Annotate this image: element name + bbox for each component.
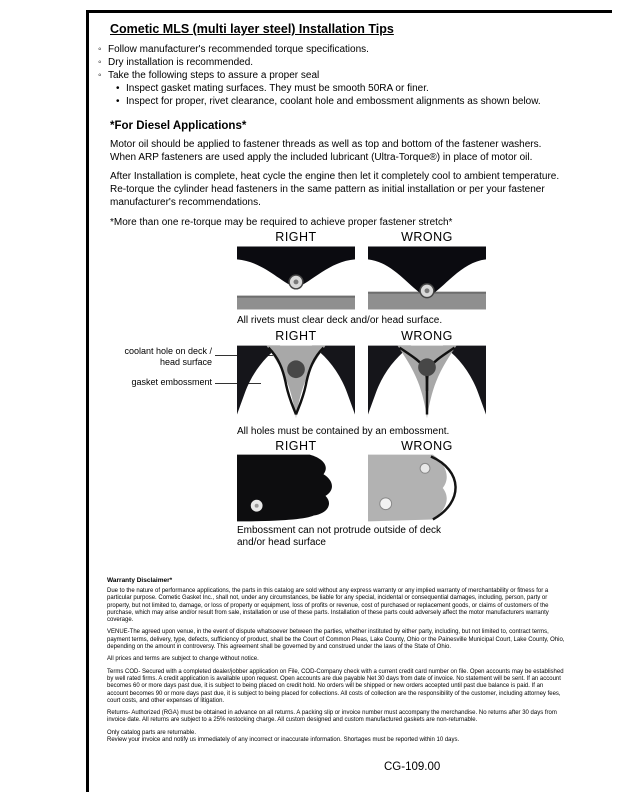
coolant-hole-callout: coolant hole on deck / head surface [124, 346, 212, 367]
warranty-paragraph: Returns- Authorized (RGA) must be obtained in advance on all returns. A packing slip or invoice number must accompany the merchandise. No returns after 30 days from invoice date. All returns are subject to a 25% restocking charge. All custom designed and custom manufactured gaskets are non-returnable. [107, 710, 557, 724]
warranty-disclaimer-section [107, 577, 565, 749]
diagram-embossment-right [237, 345, 355, 423]
embossment-inside-diagram [237, 454, 355, 522]
warranty-paragraph: All prices and terms are subject to change without notice. [107, 656, 259, 663]
warranty-heading: Warranty Disclaimer* [107, 577, 173, 584]
page-border-top [86, 10, 612, 13]
sub-bullet-item [116, 95, 590, 108]
bullet-item [98, 69, 590, 82]
diagram-embossment-wrong [368, 345, 486, 423]
diagram-section [0, 228, 618, 560]
open-bullet-icon [98, 43, 108, 56]
diagram-protrusion-right [237, 454, 355, 522]
bullet-text: Follow manufacturer's recommended torque specifications. [108, 44, 369, 55]
right-label-row3: RIGHT [275, 439, 317, 453]
diesel-applications-heading: *For Diesel Applications* [110, 120, 247, 132]
caption-rivets: All rivets must clear deck and/or head surface. [237, 315, 443, 326]
sub-bullet-text: Inspect for proper, rivet clearance, coolant hole and embossment alignments as shown below. [126, 96, 541, 107]
diesel-paragraph-2: After Installation is complete, heat cycle the engine then let it completely cool to ambient temperature. Re-torque the cylinder head fasteners in the same pattern as initial installation or per your fastener manufacturer's recommendations. [110, 171, 560, 208]
bullet-text: Take the following steps to assure a proper seal [108, 70, 320, 81]
open-bullet-icon [98, 56, 108, 69]
warranty-paragraph: Due to the nature of performance applications, the parts in this catalog are sold without any express warranty or any implied warranty of merchantability or fitness for a particular purpose. Cometic Gasket Inc., shall not, under any circumstances, be liable for any special, incidental or consequential damages, including, person, party or property, but not limited to, damage, or loss of property or equipment, loss of profits or revenue, cost of purchased or replacement goods, or claims of customers of the purchase, which may arise and/or result from sale, installation or use of these parts. Installation of these parts could adversely affect the motor manufacturers warranty coverage. [107, 588, 549, 624]
right-label-row1: RIGHT [275, 230, 317, 244]
caption-protrusion: Embossment can not protrude outside of deck and/or head surface [237, 525, 442, 548]
sub-bullet-item [116, 82, 590, 95]
diagram-rivet-right [237, 246, 355, 310]
open-bullet-icon [98, 69, 108, 82]
installation-tips-section [98, 22, 590, 229]
hole-contained-diagram [237, 345, 355, 423]
caption-holes: All holes must be contained by an embossment. [237, 426, 450, 437]
page-code: CG-109.00 [384, 761, 441, 773]
gasket-embossment-callout: gasket embossment [131, 377, 212, 387]
sub-bullet-text: Inspect gasket mating surfaces. They must be smooth 50RA or finer. [126, 83, 429, 94]
warranty-paragraph: Terms COD- Secured with a completed dealer/jobber application on File, COD-Company check with a current credit card number on file. Open accounts may be established by well rated firms. A credit application is available upon request. Open accounts are due payable Net 30 days from date of invoice. No statement will be sent. If an account becomes 60 or more days past due, it is subject to being placed on credit hold. No orders will be shipped or new orders accepted until past due balance is paid. If an account becomes 90 or more days past due, it is subject to being placed for collections. All costs of collection are the responsibility of the customer, including attorney fees, court costs, and other expenses of litigation. [107, 668, 564, 704]
page-title: Cometic MLS (multi layer steel) Installation Tips [110, 22, 394, 36]
bullet-item [98, 56, 590, 69]
bullet-item [98, 43, 590, 56]
hole-not-contained-diagram [368, 345, 486, 423]
diesel-paragraph-1: Motor oil should be applied to fastener threads as well as top and bottom of the fastener washers. When ARP fasteners are used apply the included lubricant (Ultra-Torque®) in place of motor oil. [110, 139, 542, 163]
wrong-label-row3: WRONG [401, 439, 453, 453]
bullet-text: Dry installation is recommended. [108, 57, 254, 68]
warranty-paragraph: VENUE-The agreed upon venue, in the event of dispute whatsoever between the parties, whether instituted by either party, including, but not limited to, contract terms, payment terms, delivery, type, defects, sufficiency of product, shall be the Court of Common Pleas, Lake County, Ohio or the Painesville Municipal Court, Lake County, Ohio, depending on the amount in controversy. This agreement shall be governed by and construed under the laws of the State of Ohio. [107, 629, 565, 651]
wrong-label-row2: WRONG [401, 329, 453, 343]
warranty-paragraph: Only catalog parts are returnable. [107, 729, 197, 736]
diagram-rivet-wrong [368, 246, 486, 310]
embossment-protruding-diagram [368, 454, 486, 522]
filled-bullet-icon [116, 82, 126, 95]
wrong-label-row1: WRONG [401, 230, 453, 244]
retorque-note: *More than one re-torque may be required to achieve proper fastener stretch* [110, 217, 453, 228]
warranty-paragraph: Review your invoice and notify us immediately of any incorrect or inaccurate information. Shortages must be reported within 10 days. [107, 737, 460, 744]
rivet-clear-diagram [237, 246, 355, 310]
diagram-protrusion-wrong [368, 454, 486, 522]
right-label-row2: RIGHT [275, 329, 317, 343]
filled-bullet-icon [116, 95, 126, 108]
rivet-touching-diagram [368, 246, 486, 310]
